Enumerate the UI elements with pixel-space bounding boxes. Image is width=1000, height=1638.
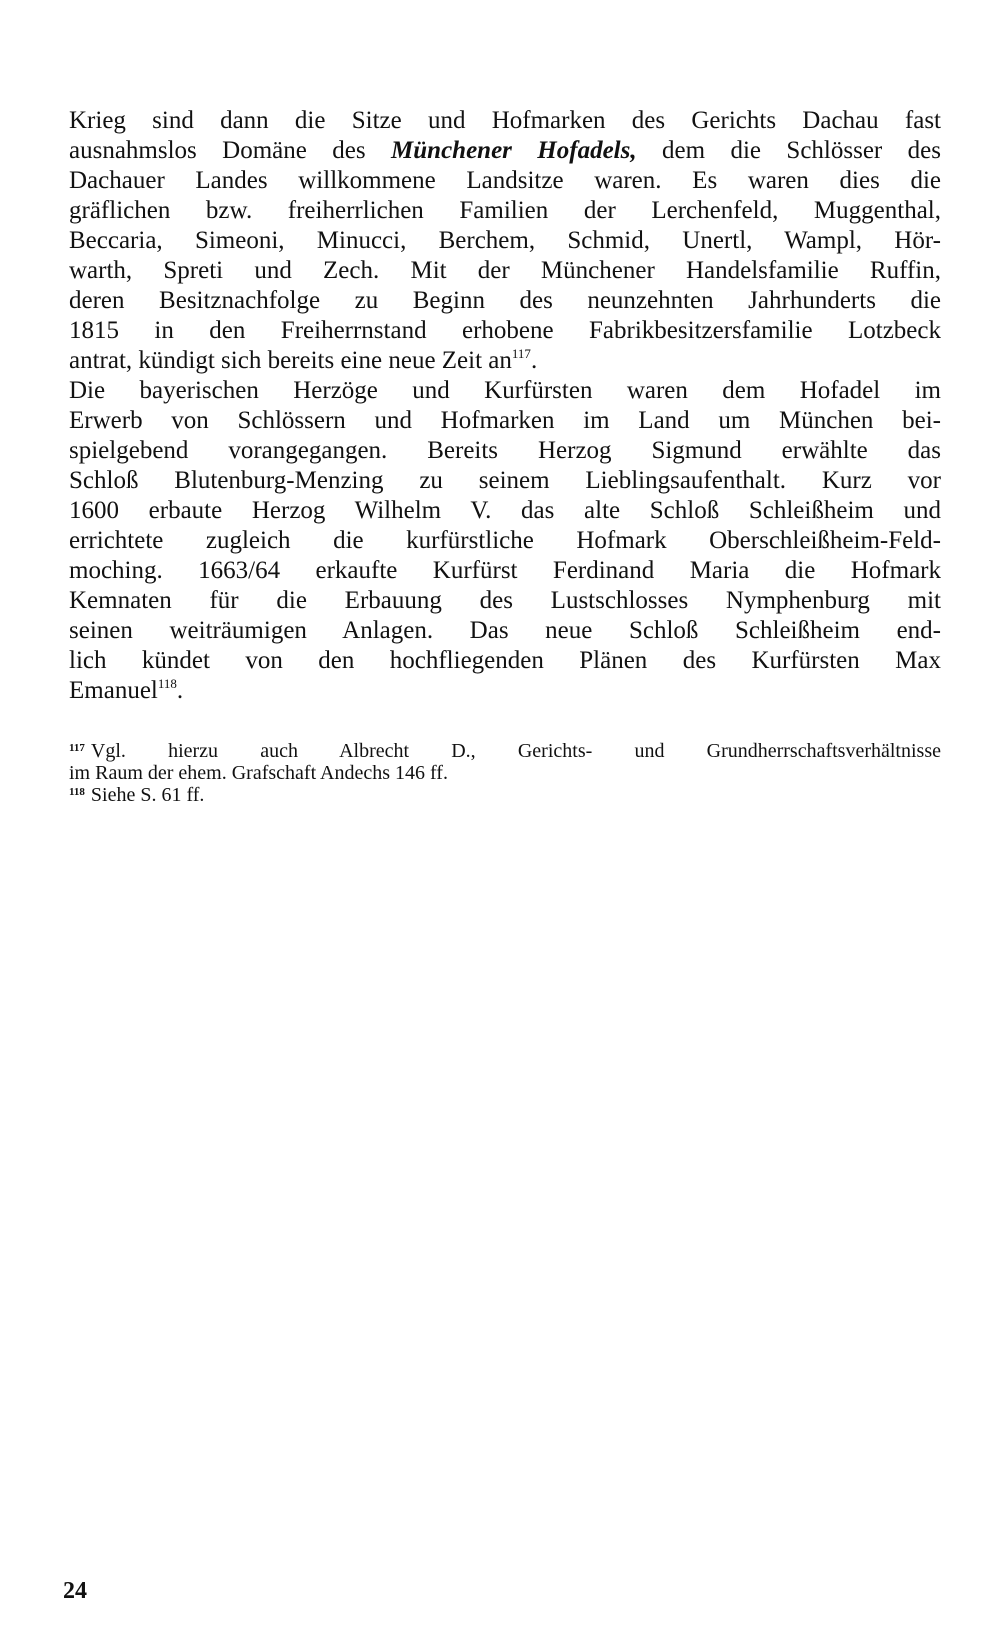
text-line: Kemnaten für die Erbauung des Lustschlosses Nymphenburg mit bbox=[69, 587, 941, 614]
text-segment: Emanuel bbox=[69, 677, 158, 704]
text-segment: dem die Schlösser des bbox=[636, 137, 941, 164]
footnote-text: Vgl. hierzu auch Albrecht D., Gerichts- und Grundherrschaftsverhältnisse bbox=[90, 740, 941, 762]
text-segment: antrat, kündigt sich bereits eine neue Zeit an bbox=[69, 347, 512, 374]
footnote-ref: 118 bbox=[157, 676, 177, 691]
text-line: deren Besitznachfolge zu Beginn des neunzehnten Jahrhunderts die bbox=[69, 287, 941, 314]
text-segment: . bbox=[530, 347, 538, 374]
text-line bbox=[69, 346, 941, 376]
main-text bbox=[69, 106, 941, 706]
text-line: lich kündet von den hochfliegenden Plänen des Kurfürsten Max bbox=[69, 647, 941, 674]
text-line: gräflichen bzw. freiherrlichen Familien der Lerchenfeld, Muggenthal, bbox=[69, 197, 941, 224]
text-line: errichtete zugleich die kurfürstliche Hofmark Oberschleißheim-Feld- bbox=[69, 527, 941, 554]
footnote-text: Siehe S. 61 ff. bbox=[90, 784, 205, 806]
text-segment: . bbox=[176, 677, 184, 704]
text-line: 1600 erbaute Herzog Wilhelm V. das alte Schloß Schleißheim und bbox=[69, 497, 941, 524]
text-segment: ausnahmslos Domäne des bbox=[69, 137, 392, 164]
text-line bbox=[69, 676, 941, 706]
text-line: Beccaria, Simeoni, Minucci, Berchem, Schmid, Unertl, Wampl, Hör- bbox=[69, 227, 941, 254]
page-number: 24 bbox=[63, 1578, 87, 1604]
text-line bbox=[69, 136, 941, 166]
footnote-number: 118 bbox=[69, 786, 85, 798]
text-line: Krieg sind dann die Sitze und Hofmarken des Gerichts Dachau fast bbox=[69, 107, 941, 134]
text-line: Erwerb von Schlössern und Hofmarken im Land um München bei- bbox=[69, 407, 941, 434]
footnotes bbox=[69, 740, 941, 806]
emphasis-text: Münchener Hofadels, bbox=[391, 137, 637, 164]
text-line: moching. 1663/64 erkaufte Kurfürst Ferdinand Maria die Hofmark bbox=[69, 557, 941, 584]
text-line: spielgebend vorangegangen. Bereits Herzog Sigmund erwählte das bbox=[69, 437, 941, 464]
footnote-line bbox=[69, 784, 941, 806]
text-line: Die bayerischen Herzöge und Kurfürsten waren dem Hofadel im bbox=[69, 377, 941, 404]
text-line: seinen weiträumigen Anlagen. Das neue Schloß Schleißheim end- bbox=[69, 617, 941, 644]
text-line: warth, Spreti und Zech. Mit der Münchener Handelsfamilie Ruffin, bbox=[69, 257, 941, 284]
footnote-number: 117 bbox=[69, 742, 85, 754]
footnote-line bbox=[69, 740, 941, 762]
footnote-line: im Raum der ehem. Grafschaft Andechs 146 ff. bbox=[69, 762, 448, 784]
footnote-ref: 117 bbox=[511, 346, 531, 361]
text-line: Dachauer Landes willkommene Landsitze waren. Es waren dies die bbox=[69, 167, 941, 194]
text-line: 1815 in den Freiherrnstand erhobene Fabrikbesitzersfamilie Lotzbeck bbox=[69, 317, 941, 344]
text-line: Schloß Blutenburg-Menzing zu seinem Lieblingsaufenthalt. Kurz vor bbox=[69, 467, 941, 494]
